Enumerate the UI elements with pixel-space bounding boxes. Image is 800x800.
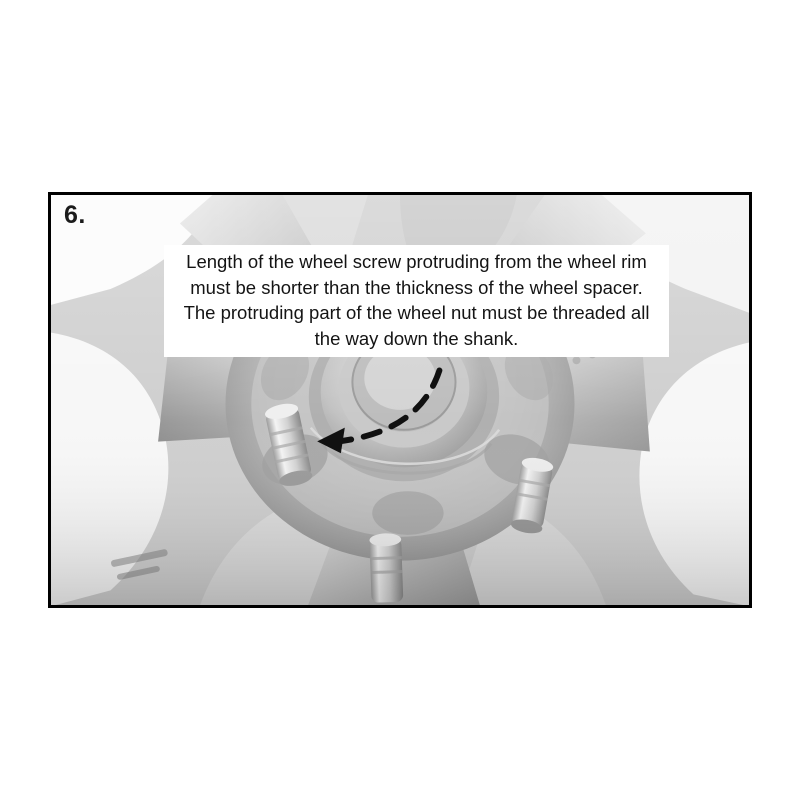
instruction-panel [48, 192, 752, 608]
caption-line-2: must be shorter than the thickness of the wheel spacer. [190, 276, 643, 298]
caption-box [164, 245, 669, 357]
caption-line-1: Length of the wheel screw protruding from the wheel rim [186, 251, 647, 272]
caption-line-3: The protruding part of the wheel nut must be threaded all [183, 302, 650, 323]
caption-line-4: the way down the shank. [314, 327, 519, 349]
step-number: 6. [64, 201, 86, 229]
